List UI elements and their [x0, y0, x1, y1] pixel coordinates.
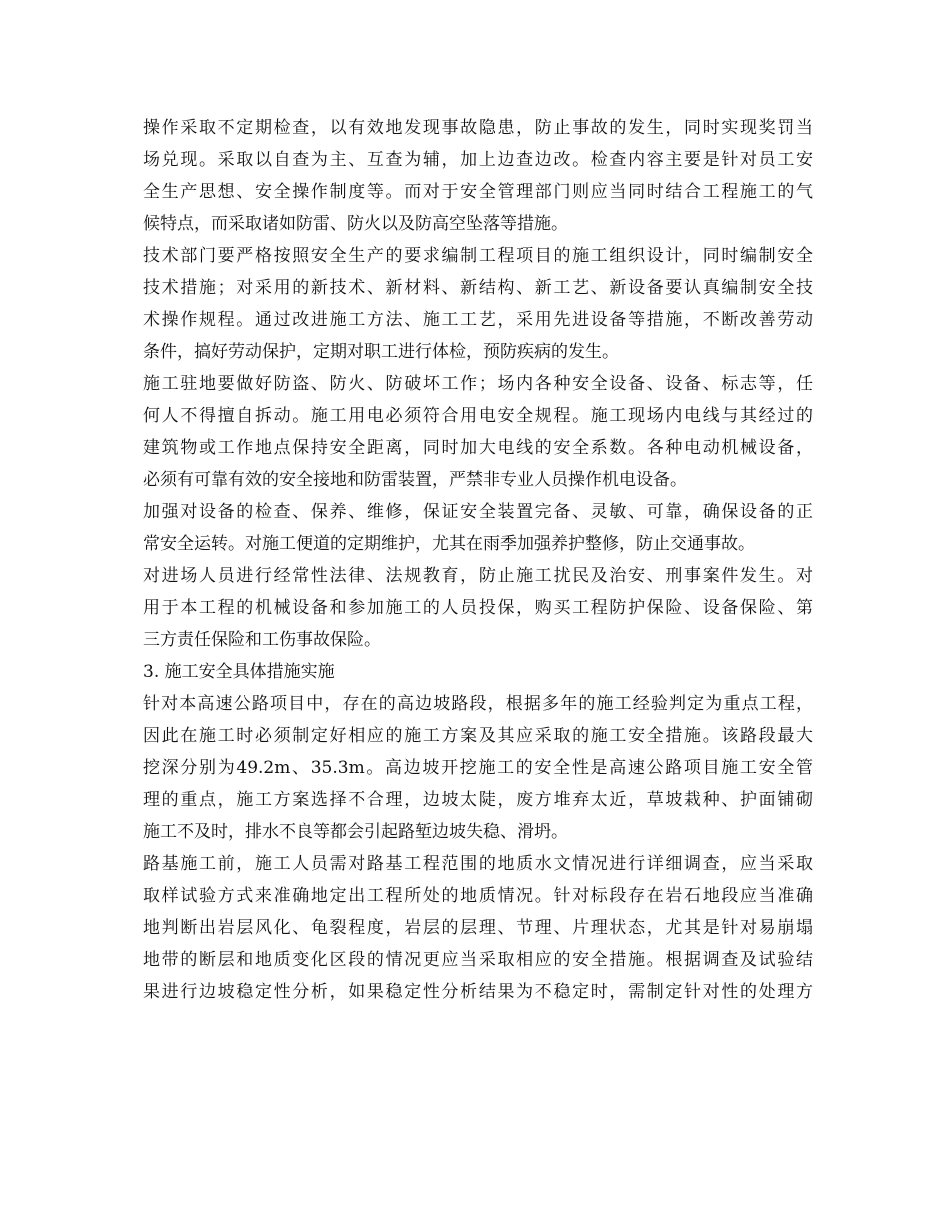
text-line: 常安全运转。对施工便道的定期维护，尤其在雨季加强养护整修，防止交通事故。 — [143, 534, 755, 554]
paragraph-site-security — [143, 368, 813, 496]
text-line: 全生产思想、安全操作制度等。而对于安全管理部门则应当同时结合工程施工的气 — [143, 182, 813, 202]
paragraph-equipment-maintenance — [143, 496, 813, 560]
section-heading: 3. 施工安全具体措施实施 — [143, 662, 335, 682]
text-line: 对进场人员进行经常性法律、法规教育，防止施工扰民及治安、刑事案件发生。对 — [143, 566, 813, 586]
text-line: 必须有可靠有效的安全接地和防雷装置，严禁非专业人员操作机电设备。 — [143, 470, 687, 490]
text-line: 条件，搞好劳动保护，定期对职工进行体检，预防疾病的发生。 — [143, 342, 619, 362]
paragraph-subgrade-survey — [143, 848, 813, 1008]
text-line: 果进行边坡稳定性分析，如果稳定性分析结果为不稳定时，需制定针对性的处理方 — [143, 982, 813, 1002]
text-line: 因此在施工时必须制定好相应的施工方案及其应采取的施工安全措施。该路段最大 — [143, 726, 813, 746]
text-line: 路基施工前，施工人员需对路基工程范围的地质水文情况进行详细调查，应当采取 — [143, 854, 813, 874]
text-line: 加强对设备的检查、保养、维修，保证安全装置完备、灵敏、可靠，确保设备的正 — [143, 502, 813, 522]
text-line: 何人不得擅自拆动。施工用电必须符合用电安全规程。施工现场内电线与其经过的 — [143, 406, 813, 426]
paragraph-technical-department — [143, 240, 813, 368]
paragraph-inspection — [143, 112, 813, 240]
document-body — [143, 112, 813, 1008]
text-line: 建筑物或工作地点保持安全距离，同时加大电线的安全系数。各种电动机械设备， — [143, 438, 813, 458]
text-line: 理的重点，施工方案选择不合理，边坡太陡，废方堆弃太近，草坡栽种、护面铺砌 — [143, 790, 813, 810]
text-line: 候特点，而采取诸如防雷、防火以及防高空坠落等措施。 — [143, 214, 568, 234]
paragraph-personnel-insurance — [143, 560, 813, 656]
text-line: 技术部门要严格按照安全生产的要求编制工程项目的施工组织设计，同时编制安全 — [143, 246, 813, 266]
paragraph-high-slope — [143, 688, 813, 848]
text-line: 三方责任保险和工伤事故保险。 — [143, 630, 381, 650]
text-line: 术操作规程。通过改进施工方法、施工工艺，采用先进设备等措施，不断改善劳动 — [143, 310, 813, 330]
text-line: 地判断出岩层风化、龟裂程度，岩层的层理、节理、片理状态，尤其是针对易崩塌 — [143, 918, 813, 938]
text-line: 地带的断层和地质变化区段的情况更应当采取相应的安全措施。根据调查及试验结 — [143, 950, 813, 970]
text-line: 操作采取不定期检查，以有效地发现事故隐患，防止事故的发生，同时实现奖罚当 — [143, 118, 813, 138]
text-line: 用于本工程的机械设备和参加施工的人员投保，购买工程防护保险、设备保险、第 — [143, 598, 813, 618]
text-line: 场兑现。采取以自查为主、互查为辅，加上边查边改。检查内容主要是针对员工安 — [143, 150, 813, 170]
text-line: 挖深分别为49.2m、35.3m。高边坡开挖施工的安全性是高速公路项目施工安全管 — [143, 758, 813, 778]
text-line: 施工驻地要做好防盗、防火、防破坏工作；场内各种安全设备、设备、标志等，任 — [143, 374, 813, 394]
text-line: 针对本高速公路项目中，存在的高边坡路段，根据多年的施工经验判定为重点工程， — [143, 694, 813, 714]
text-line: 施工不及时，排水不良等都会引起路堑边坡失稳、滑坍。 — [143, 822, 568, 842]
text-line: 技术措施；对采用的新技术、新材料、新结构、新工艺、新设备要认真编制安全技 — [143, 278, 813, 298]
text-line: 取样试验方式来准确地定出工程所处的地质情况。针对标段存在岩石地段应当准确 — [143, 886, 813, 906]
